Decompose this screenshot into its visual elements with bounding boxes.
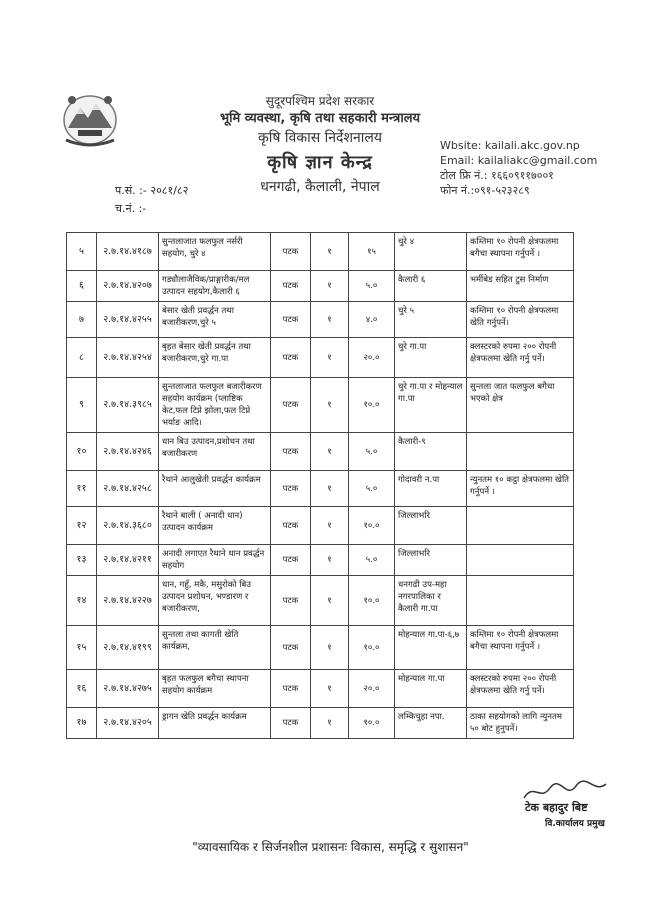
- table-row: [67, 708, 574, 739]
- serial-cell: १६: [67, 670, 97, 708]
- program-table: [66, 232, 574, 739]
- amount-cell: २०.०: [349, 338, 395, 378]
- location-cell: कैलारी-९: [395, 433, 467, 471]
- budget-code-cell: २.७.१४.४२०७: [97, 271, 159, 302]
- reference-numbers: [115, 182, 188, 218]
- quantity-cell: १: [311, 545, 349, 576]
- remark-cell: कम्तिमा १० रोपनी क्षेत्रफलमा खेति गर्नुपर्ने।: [467, 302, 574, 338]
- unit-cell: पटक: [271, 302, 311, 338]
- unit-cell: पटक: [271, 471, 311, 507]
- motto-footer: "व्यावसायिक र सिर्जनशील प्रशासनः विकास, समृद्धि र सुशासन": [192, 840, 469, 854]
- remark-cell: क्लस्टरको रुपमा २०० रोपनी क्षेत्रफलमा खेति गर्नु पर्ने।: [467, 338, 574, 378]
- serial-cell: ११: [67, 471, 97, 507]
- office-name: कृषि ज्ञान केन्द्र: [267, 152, 373, 173]
- location-cell: मोहन्याल गा.पा: [395, 670, 467, 708]
- signatory-name: टेक बहादुर बिष्ट: [525, 801, 588, 814]
- location-cell: धनगढी उप-महा नगरपालिका र कैलारी गा.पा: [395, 576, 467, 626]
- quantity-cell: १: [311, 338, 349, 378]
- amount-cell: ४.०: [349, 302, 395, 338]
- program-name-cell: रैथाने आलुखेती प्रवर्द्धन कार्यक्रम: [159, 471, 271, 507]
- remark-cell: [467, 507, 574, 545]
- program-name-cell: सुन्तला तथा कागती खेति कार्यक्रम,: [159, 626, 271, 670]
- quantity-cell: १: [311, 233, 349, 271]
- unit-cell: पटक: [271, 433, 311, 471]
- remark-cell: क्लस्टरको रुपमा २०० रोपनी क्षेत्रफलमा खेति गर्नु पर्ने।: [467, 670, 574, 708]
- unit-cell: पटक: [271, 576, 311, 626]
- unit-cell: पटक: [271, 233, 311, 271]
- directorate-name: कृषि विकास निर्देशनालय: [258, 130, 382, 146]
- location-cell: जिल्लाभरि: [395, 545, 467, 576]
- budget-code-cell: २.७.१४.४२११: [97, 545, 159, 576]
- program-name-cell: बृहत फलफुल बगैचा स्थापना सहयोग कार्यक्रम: [159, 670, 271, 708]
- table-row: [67, 302, 574, 338]
- table-row: [67, 233, 574, 271]
- budget-code-cell: २.७.१४.४२०५: [97, 708, 159, 739]
- quantity-cell: १: [311, 433, 349, 471]
- serial-cell: १३: [67, 545, 97, 576]
- contact-block: [440, 138, 597, 198]
- program-name-cell: धान बिउ उत्पादन,प्रशोधन तथा बजारीकरण: [159, 433, 271, 471]
- location-cell: चुरे ५: [395, 302, 467, 338]
- email-text: Email: kailaliakc@gmail.com: [440, 154, 598, 167]
- signatory-title: वि.कार्यालय प्रमुख: [545, 819, 605, 829]
- program-name-cell: गड्यौलाजैविक/प्राङ्गारीक/मल उत्पादन सहयोग,कैलारी ६: [159, 271, 271, 302]
- location-cell: चुरे ४: [395, 233, 467, 271]
- program-name-cell: सुन्तलाजात फलफुल नर्सरी सहयोग, चुरे ४: [159, 233, 271, 271]
- remark-cell: कम्तिमा १० रोपनी क्षेत्रफलमा बगैचा स्थापना गर्नुपर्ने ।: [467, 626, 574, 670]
- serial-cell: ५: [67, 233, 97, 271]
- quantity-cell: १: [311, 626, 349, 670]
- patra-sankhya: प.सं. :- २०८१/८२: [115, 184, 189, 197]
- remark-cell: न्युनतम १० कट्ठा क्षेत्रफलमा खेति गर्नुपर्ने ।: [467, 471, 574, 507]
- location-cell: कैलारी ६: [395, 271, 467, 302]
- unit-cell: पटक: [271, 507, 311, 545]
- quantity-cell: १: [311, 576, 349, 626]
- office-address: धनगढी, कैलाली, नेपाल: [260, 179, 380, 195]
- phone-text: फोन नं.:०९१-५२३२८९: [440, 184, 530, 197]
- quantity-cell: १: [311, 507, 349, 545]
- amount-cell: २०.०: [349, 670, 395, 708]
- program-name-cell: बेसार खेती प्रवर्द्धन तथा बजारीकरण,चुरे ५: [159, 302, 271, 338]
- table-row: [67, 378, 574, 433]
- remark-cell: ठाका सहयोगको लागि न्युनतम ५० बोट हुनुपर्ने।: [467, 708, 574, 739]
- location-cell: चुरे गा.पा र मोहन्याल गा.पा: [395, 378, 467, 433]
- amount-cell: १०.०: [349, 378, 395, 433]
- serial-cell: १७: [67, 708, 97, 739]
- serial-cell: १४: [67, 576, 97, 626]
- table-row: [67, 670, 574, 708]
- unit-cell: पटक: [271, 338, 311, 378]
- program-name-cell: बृहत बेसार खेती प्रवर्द्धन तथा बजारीकरण,चुरे गा.पा: [159, 338, 271, 378]
- quantity-cell: १: [311, 670, 349, 708]
- budget-code-cell: २.७.१४.४१८७: [97, 233, 159, 271]
- ministry-name: भूमि व्यवस्था, कृषि तथा सहकारी मन्त्रालय: [219, 111, 421, 126]
- table-row: [67, 433, 574, 471]
- province-name: सुदूरपश्चिम प्रदेश सरकार: [265, 94, 375, 108]
- table-row: [67, 471, 574, 507]
- amount-cell: ५.०: [349, 433, 395, 471]
- quantity-cell: १: [311, 708, 349, 739]
- website-text: Wbsite: kailali.akc.gov.np: [440, 139, 580, 152]
- table-row: [67, 626, 574, 670]
- budget-code-cell: २.७.१४.४२२७: [97, 576, 159, 626]
- amount-cell: ५.०: [349, 471, 395, 507]
- budget-code-cell: २.७.१४.४२७५: [97, 670, 159, 708]
- remark-cell: भर्मीबेड सहित टुस निर्माण: [467, 271, 574, 302]
- tollfree-text: टोल फ्रि नं.: १६६०९११७००१: [440, 169, 554, 182]
- remark-cell: कम्तिमा १० रोपनी क्षेत्रफलमा बगैचा स्थापना गर्नुपर्ने ।: [467, 233, 574, 271]
- quantity-cell: १: [311, 302, 349, 338]
- budget-code-cell: २.७.१४.३६८०: [97, 507, 159, 545]
- location-cell: चुरे गा.पा: [395, 338, 467, 378]
- program-name-cell: ड्रागन खेति प्रवर्द्धन कार्यक्रम: [159, 708, 271, 739]
- table-row: [67, 338, 574, 378]
- program-name-cell: अनादी लगाएत रैथाने धान प्रवर्द्धन सहयोग: [159, 545, 271, 576]
- unit-cell: पटक: [271, 708, 311, 739]
- unit-cell: पटक: [271, 545, 311, 576]
- program-name-cell: रैथाने बाली ( अनादी धान) उत्पादन कार्यक्रम: [159, 507, 271, 545]
- amount-cell: १०.०: [349, 708, 395, 739]
- serial-cell: १०: [67, 433, 97, 471]
- unit-cell: पटक: [271, 271, 311, 302]
- quantity-cell: १: [311, 471, 349, 507]
- unit-cell: पटक: [271, 626, 311, 670]
- remark-cell: [467, 576, 574, 626]
- serial-cell: १२: [67, 507, 97, 545]
- program-name-cell: सुन्तलाजात फलफुल बजारीकरण सहयोग कार्यक्रम (प्लाष्टिक केट,फल टिप्ने झोला,फल टिप्ने भर्याङ आदि।: [159, 378, 271, 433]
- location-cell: मोहन्याल गा.पा-६,७: [395, 626, 467, 670]
- nepal-emblem-icon: [58, 90, 122, 148]
- location-cell: लम्किचुहा नपा.: [395, 708, 467, 739]
- budget-code-cell: २.७.१४.४२४६: [97, 433, 159, 471]
- budget-code-cell: २.७.१४.४१९९: [97, 626, 159, 670]
- budget-code-cell: २.७.१४.४२५५: [97, 302, 159, 338]
- serial-cell: ८: [67, 338, 97, 378]
- serial-cell: ९: [67, 378, 97, 433]
- table-row: [67, 545, 574, 576]
- serial-cell: ६: [67, 271, 97, 302]
- amount-cell: १०.०: [349, 576, 395, 626]
- chalani-number: च.नं. :-: [115, 202, 147, 215]
- table-row: [67, 576, 574, 626]
- table-row: [67, 507, 574, 545]
- amount-cell: ५.०: [349, 545, 395, 576]
- unit-cell: पटक: [271, 670, 311, 708]
- program-name-cell: धान, गहुँ, मकै, मसुरोको बिउ उत्पादन प्रशोधन, भण्डारण र बजारीकरण,: [159, 576, 271, 626]
- amount-cell: १०.०: [349, 507, 395, 545]
- quantity-cell: १: [311, 378, 349, 433]
- table-row: [67, 271, 574, 302]
- remark-cell: [467, 545, 574, 576]
- remark-cell: [467, 433, 574, 471]
- unit-cell: पटक: [271, 378, 311, 433]
- location-cell: जिल्लाभरि: [395, 507, 467, 545]
- budget-code-cell: २.७.१४.३९८५: [97, 378, 159, 433]
- amount-cell: १०.०: [349, 626, 395, 670]
- budget-code-cell: २.७.१४.४२५८: [97, 471, 159, 507]
- serial-cell: १५: [67, 626, 97, 670]
- budget-code-cell: २.७.१४.४२५४: [97, 338, 159, 378]
- quantity-cell: १: [311, 271, 349, 302]
- location-cell: गोदावरी न.पा: [395, 471, 467, 507]
- amount-cell: १५: [349, 233, 395, 271]
- amount-cell: ५.०: [349, 271, 395, 302]
- remark-cell: सुन्तला जात फलफुल बगैचा भएको क्षेत्र: [467, 378, 574, 433]
- serial-cell: ७: [67, 302, 97, 338]
